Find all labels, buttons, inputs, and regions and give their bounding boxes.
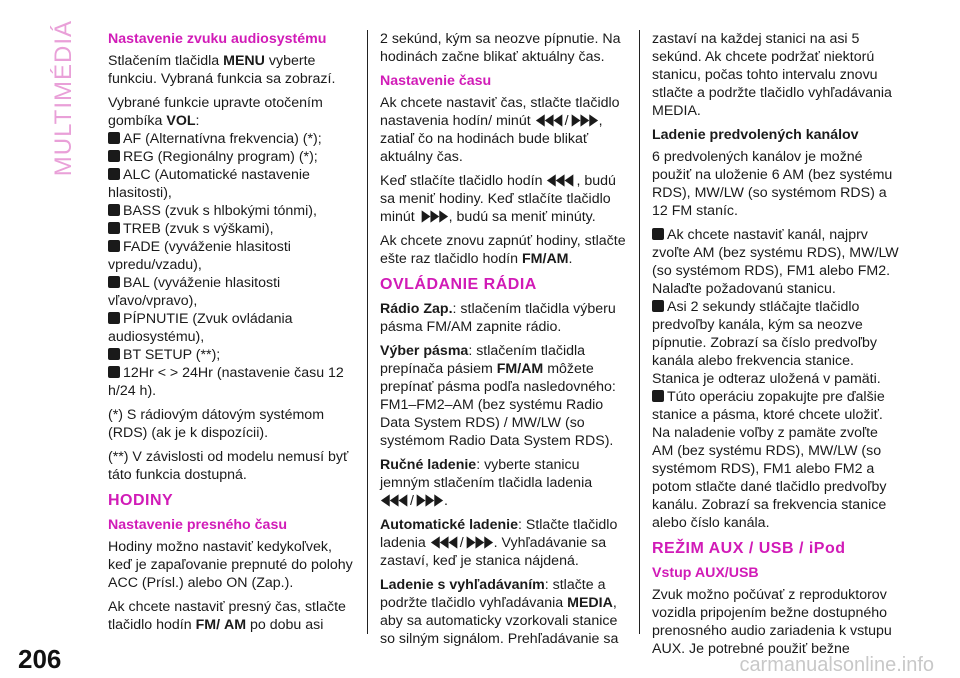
list-item-text: Túto operáciu zopakujte pre ďalšie stanice a pásma, ktoré chcete uložiť. — [652, 389, 885, 423]
list-item — [108, 274, 358, 310]
paragraph: 2 sekúnd, kým sa neozve pípnutie. Na hodinách začne blikať aktuálny čas. — [380, 31, 621, 65]
list-item — [108, 202, 358, 220]
term: Ladenie s vyhľadávaním — [380, 577, 545, 593]
footnote: (**) V závislosti od modelu nemusí byť táto funkcia dostupná. — [108, 449, 349, 483]
list-item-text: REG (Regionálny program) (*); — [123, 149, 318, 165]
subheading-exact-time: Nastavenie presného času — [108, 517, 287, 533]
paragraph — [380, 576, 630, 648]
bullet-icon — [108, 312, 120, 324]
paragraph: zastaví na každej stanici na asi 5 sekúnd. Ak chcete podržať niektorú stanicu, počas tohto intervalu znovu stlačte a podržte tlačidlo vyhľadávania MEDIA. — [652, 31, 892, 119]
heading-clock: HODINY — [108, 492, 174, 509]
heading-radio-control: OVLÁDANIE RÁDIA — [380, 276, 537, 293]
text: . — [443, 493, 448, 509]
fast-forward-icon — [419, 209, 449, 224]
list-item-text: PÍPNUTIE (Zvuk ovládania audiosystému), — [108, 311, 293, 345]
list-item-text: AF (Alternatívna frekvencia) (*); — [123, 131, 322, 147]
bullet-icon — [652, 300, 664, 312]
rewind-icon — [380, 493, 410, 508]
term: Ručné ladenie — [380, 457, 477, 473]
bullet-icon — [108, 366, 120, 378]
text: , budú sa meniť hodiny. Keď stlačíte tlačidlo minút — [380, 173, 616, 225]
bullet-icon — [652, 228, 664, 240]
term: Automatické ladenie — [380, 517, 518, 533]
text: . Vyhľadávanie sa zastaví, keď je stanica nájdená. — [380, 535, 607, 569]
text: Ak chcete nastaviť čas, stlačte tlačidlo nastavenia hodín/ minút — [380, 95, 620, 129]
text: Keď stlačíte tlačidlo hodín — [380, 173, 543, 189]
bullet-icon — [652, 390, 664, 402]
list-item — [108, 238, 358, 274]
text: : stlačením tlačidla prepínača pásiem — [380, 343, 586, 377]
term: Výber pásma — [380, 343, 469, 359]
media-key-label: MEDIA — [567, 595, 613, 611]
text: Ak chcete znovu zapnúť hodiny, stlačte ešte raz tlačidlo hodín — [380, 233, 626, 267]
column-3 — [652, 30, 902, 664]
bullet-icon — [108, 276, 120, 288]
text: Ak chcete nastaviť presný čas, stlačte tlačidlo hodín — [108, 599, 346, 633]
paragraph — [380, 456, 630, 510]
am-key-label: AM — [223, 617, 247, 633]
rewind-icon — [546, 173, 576, 188]
list-item-text: TREB (zvuk s výškami), — [123, 221, 274, 237]
vol-key-label: VOL — [166, 113, 196, 129]
text: / — [459, 535, 464, 551]
paragraph: 6 predvolených kanálov je možné použiť na uloženie 6 AM (bez systému RDS), MW/LW (so systémom RDS) a 12 FM staníc. — [652, 149, 893, 219]
text: môžete prepínať pásma podľa nasledovného: FM1–FM2–AM (bez systému Radio Data System RDS) / MW/LW (so systémom Radio Data System RDS). — [380, 361, 616, 449]
text: / — [410, 493, 414, 509]
text: : stlačte a podržte tlačidlo vyhľadávania — [380, 577, 606, 611]
fm-key-label: FM — [496, 361, 518, 377]
text: Stlačením tlačidla — [108, 53, 220, 69]
text: , zatiaľ čo na hodinách bude blikať aktuálny čas. — [380, 113, 603, 165]
rewind-icon — [430, 535, 460, 550]
paragraph — [380, 300, 630, 336]
list-item — [108, 310, 358, 346]
fast-forward-icon — [414, 493, 444, 508]
paragraph — [108, 598, 358, 634]
text: / — [517, 361, 522, 377]
bullet-icon — [108, 168, 120, 180]
subheading-preset-channels: Ladenie predvolených kanálov — [652, 127, 859, 143]
list-item — [652, 388, 902, 424]
list-item — [108, 364, 358, 400]
list-item-text: BASS (zvuk s hlbokými tónmi), — [123, 203, 317, 219]
list-item-text: Ak chcete nastaviť kanál, najprv zvoľte AM (bez systému RDS), MW/LW (so systémom RDS), FM1 alebo FM2. Nalaďte požadovanú stanicu. — [652, 227, 899, 297]
paragraph: Hodiny možno nastaviť kedykoľvek, keď je zapaľovanie prepnuté do polohy ACC (Prísl.) alebo ON (Zap.). — [108, 539, 353, 591]
list-item — [652, 226, 902, 298]
paragraph — [380, 232, 630, 268]
paragraph — [380, 172, 630, 226]
list-item-text: BAL (vyváženie hlasitosti vľavo/vpravo), — [108, 275, 281, 309]
list-item-text: FADE (vyváženie hlasitosti vpredu/vzadu), — [108, 239, 291, 273]
bullet-icon — [108, 240, 120, 252]
text: po dobu asi — [250, 617, 324, 633]
subheading-time-setting: Nastavenie času — [380, 73, 492, 89]
list-item — [652, 298, 902, 388]
paragraph: Na naladenie voľby z pamäte zvoľte AM (bez systému RDS), MW/LW (so systémom RDS), FM1 alebo FM2 a potom stlačte dané tlačidlo predvoľby kanálu. Zobrazí sa frekvencia stanice alebo číslo kanála. — [652, 425, 887, 531]
heading-aux-usb-ipod: REŽIM AUX / USB / iPod — [652, 540, 846, 557]
bullet-icon — [108, 132, 120, 144]
paragraph — [108, 94, 358, 130]
bullet-icon — [108, 348, 120, 360]
section-label: MULTIMÉDIÁ — [50, 20, 77, 177]
list-item — [108, 346, 358, 364]
fm-key-label: FM — [195, 617, 217, 633]
bullet-icon — [108, 204, 120, 216]
text: : — [195, 113, 200, 129]
text: : Stlačte tlačidlo ladenia — [380, 517, 618, 551]
text: : vyberte stanicu jemným stlačením tlačidla ladenia — [380, 457, 593, 491]
text: , aby sa automaticky vzorkovali stanice so silným signálom. Prehľadávanie sa — [380, 595, 619, 647]
text: / — [216, 617, 221, 633]
fast-forward-icon — [464, 535, 494, 550]
list-item-text: ALC (Automatické nastavenie hlasitosti), — [108, 167, 310, 201]
paragraph — [380, 94, 630, 166]
text: / — [564, 113, 569, 129]
footnote: (*) S rádiovým dátovým systémom (RDS) (ak je k dispozícii). — [108, 407, 325, 441]
column-2 — [380, 30, 630, 654]
page-number: 206 — [18, 644, 62, 674]
fm-key-label: FM — [521, 251, 543, 267]
watermark: carmanualsonline.info — [739, 654, 934, 676]
list-item-text: 12Hr < > 24Hr (nastavenie času 12 h/24 h). — [108, 365, 344, 399]
list-item — [108, 166, 358, 202]
column-divider — [367, 30, 368, 634]
subheading-sound-settings: Nastavenie zvuku audiosystému — [108, 31, 327, 47]
list-item — [108, 220, 358, 238]
text: : stlačením tlačidla výberu pásma FM/AM zapnite rádio. — [380, 301, 616, 335]
subheading-aux-input: Vstup AUX/USB — [652, 565, 759, 581]
list-item-text: Asi 2 sekundy stláčajte tlačidlo predvoľby kanála, kým sa neozve pípnutie. Zobrazí sa číslo predvoľby kanála alebo frekvencia stanice. Stanica je odteraz uložená v pamäti. — [652, 299, 881, 387]
text: vyberte funkciu. Vybraná funkcia sa zobrazí. — [108, 53, 336, 87]
text: Vybrané funkcie upravte otočením gombíka — [108, 95, 323, 129]
text: . — [568, 251, 573, 267]
paragraph — [380, 342, 630, 450]
column-1 — [108, 30, 358, 640]
am-key-label: AM — [546, 251, 569, 267]
fast-forward-icon — [569, 113, 599, 128]
text: , budú sa meniť minúty. — [448, 209, 596, 225]
am-key-label: AM — [521, 361, 544, 377]
bullet-icon — [108, 222, 120, 234]
list-item-text: BT SETUP (**); — [123, 347, 221, 363]
list-item — [108, 148, 358, 166]
column-divider — [639, 30, 640, 634]
term: Rádio Zap. — [380, 301, 453, 317]
paragraph — [380, 516, 630, 570]
paragraph — [108, 52, 358, 88]
bullet-icon — [108, 150, 120, 162]
list-item — [108, 130, 358, 148]
text: / — [542, 251, 547, 267]
menu-key-label: MENU — [223, 53, 265, 69]
rewind-icon — [535, 113, 565, 128]
paragraph: Zvuk možno počúvať z reproduktorov vozidla pripojením bežne dostupného prenosného audio zariadenia k vstupu AUX. Je potrebné použiť bežne — [652, 587, 892, 657]
